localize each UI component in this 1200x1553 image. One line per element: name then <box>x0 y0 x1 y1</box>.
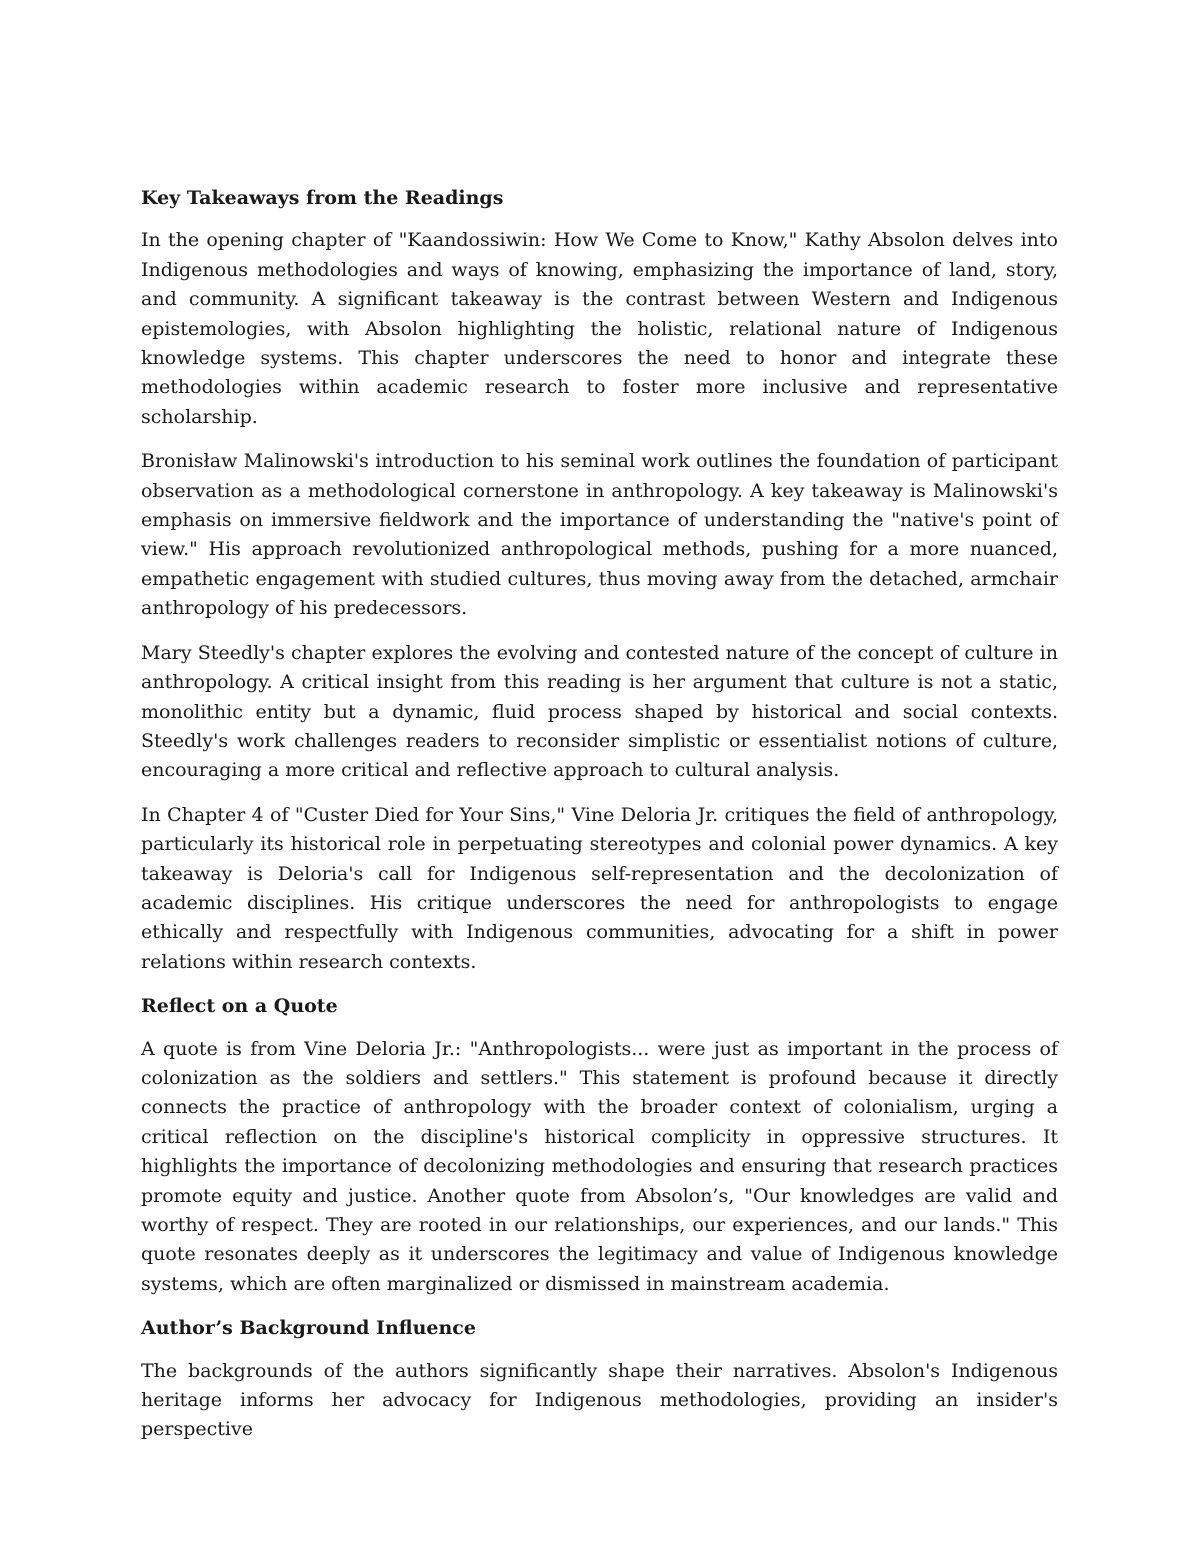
document-body <box>141 184 1058 1460</box>
paragraph-steedly: Mary Steedly's chapter explores the evolving and contested nature of the concept of culture in anthropology. A critical insight from this reading is her argument that culture is not a static, monolithic entity but a dynamic, fluid process shaped by historical and social contexts. Steedly's work challenges readers to reconsider simplistic or essentialist notions of culture, encouraging a more critical and reflective approach to cultural analysis. <box>141 641 1058 782</box>
paragraph-author-background: The backgrounds of the authors significantly shape their narratives. Absolon's Indigenous heritage informs her advocacy for Indigenous methodologies, providing an insider's perspective <box>141 1359 1058 1441</box>
paragraph-deloria: In Chapter 4 of "Custer Died for Your Sins," Vine Deloria Jr. critiques the field of anthropology, particularly its historical role in perpetuating stereotypes and colonial power dynamics. A key takeaway is Deloria's call for Indigenous self-representation and the decolonization of academic disciplines. His critique underscores the need for anthropologists to engage ethically and respectfully with Indigenous communities, advocating for a shift in power relations within research contexts. <box>141 803 1058 973</box>
paragraph-malinowski: Bronisław Malinowski's introduction to his seminal work outlines the foundation of participant observation as a methodological cornerstone in anthropology. A key takeaway is Malinowski's emphasis on immersive fieldwork and the importance of understanding the "native's point of view." His approach revolutionized anthropological methods, pushing for a more nuanced, empathetic engagement with studied cultures, thus moving away from the detached, armchair anthropology of his predecessors. <box>141 450 1058 620</box>
heading-reflect-quote: Reflect on a Quote <box>141 995 338 1018</box>
paragraph-quote-reflection: A quote is from Vine Deloria Jr.: "Anthropologists... were just as important in the process of colonization as the soldiers and settlers." This statement is profound because it directly connects the practice of anthropology with the broader context of colonialism, urging a critical reflection on the discipline's historical complicity in oppressive structures. It highlights the importance of decolonizing methodologies and ensuring that research practices promote equity and justice. Another quote from Absolon’s, "Our knowledges are valid and worthy of respect. They are rooted in our relationships, our experiences, and our lands." This quote resonates deeply as it underscores the legitimacy and value of Indigenous knowledge systems, which are often marginalized or dismissed in mainstream academia. <box>141 1037 1058 1295</box>
heading-author-background: Author’s Background Influence <box>141 1317 476 1340</box>
heading-key-takeaways: Key Takeaways from the Readings <box>141 187 504 209</box>
paragraph-absolon: In the opening chapter of "Kaandossiwin: How We Come to Know," Kathy Absolon delves into Indigenous methodologies and ways of knowing, emphasizing the importance of land, story, and community. A significant takeaway is the contrast between Western and Indigenous epistemologies, with Absolon highlighting the holistic, relational nature of Indigenous knowledge systems. This chapter underscores the need to honor and integrate these methodologies within academic research to foster more inclusive and representative scholarship. <box>141 229 1058 428</box>
